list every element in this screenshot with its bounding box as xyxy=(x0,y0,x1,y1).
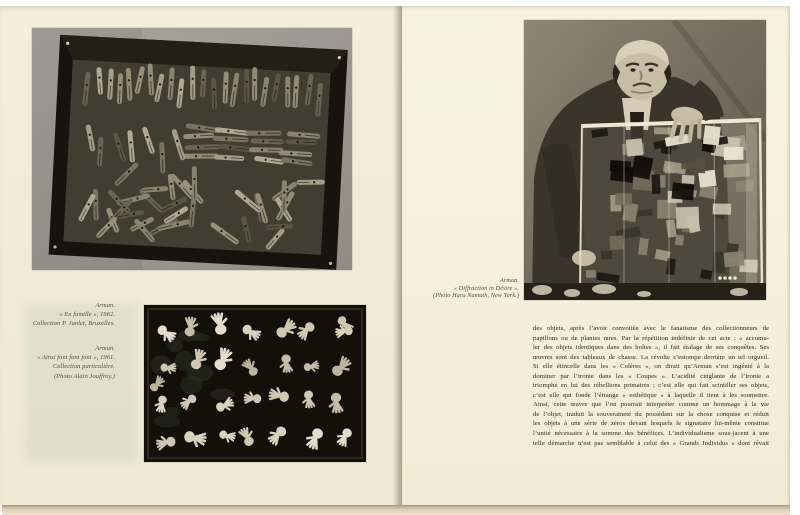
body-line: des objets, après l’avoir convoitée avec le fanatisme des collectionneurs de xyxy=(533,325,769,332)
caption-line: Arman. xyxy=(500,277,519,284)
page-stack-edge xyxy=(2,505,790,515)
caption-line: « Diffraction in Désire ». xyxy=(453,284,519,292)
body-line: dominer par l’ironie dans les « Coupes ». L’acidité cinglante de l’ironie a xyxy=(533,372,769,380)
right-page xyxy=(402,6,790,505)
caption-line: (Photo Hans Namuth, New York.) xyxy=(433,292,519,300)
body-line: Ainsi, cette œuvre que l’on pourrait interpréter comme un hommage à la vie xyxy=(533,401,769,409)
body-line: papillons ou de plantes rares. Par la répétition indéfinie de cet acte : « accumu- xyxy=(533,334,769,342)
body-line: triomphé en lui des rébellions primaires ; c’est elle qui fait scintiller ses objets, xyxy=(533,382,769,390)
doll-hands-box-illustration xyxy=(144,305,366,462)
caption-line: (Photo Alain Jouffroy.) xyxy=(53,372,115,380)
body-line: Si elle étincelle dans les « Colères », on dirait qu’Arman s’est ingénié à la xyxy=(533,363,769,371)
arman-portrait-illustration xyxy=(524,20,766,300)
body-line: de l’objet, traduit la souveraineté du possédant sur la chose conquise et réduit xyxy=(533,410,769,418)
photo-ainsi-font xyxy=(144,305,366,462)
body-line: les objets à une série de zéros devant lesquels le signataire lui-même constitue xyxy=(533,420,769,428)
caption-line: « En famille », 1962. xyxy=(59,311,115,319)
caption-en-famille xyxy=(5,301,115,329)
body-line: c’est elle qui fonde l’étrange « esthétique » à laquelle il tient à les soumettre. xyxy=(533,391,769,399)
caption-line: Collection particulière. xyxy=(52,363,115,371)
caption-diffraction xyxy=(410,277,519,300)
body-text xyxy=(533,324,769,448)
body-line: l’unité nécessaire à la somme des bénéfices. L’individualisme sous-jacent à une xyxy=(533,430,769,438)
photo-en-famille xyxy=(32,28,352,270)
left-page xyxy=(0,6,402,505)
caption-line: Arman. xyxy=(95,302,115,309)
photo-diffraction-in-desire xyxy=(524,20,766,300)
caption-ainsi-font xyxy=(5,344,115,381)
clothespins-box-illustration xyxy=(32,28,352,270)
caption-line: Collection P. Janlet, Bruxelles. xyxy=(32,320,115,328)
caption-line: Arman. xyxy=(95,345,115,352)
body-line: œuvres sont des tableaux de chasse. La révolte s’estompe derrière un tel orgueil. xyxy=(533,353,769,361)
body-line: ler des objets identiques dans des boîtes », il fait étalage de ses conquêtes. Ses xyxy=(533,344,769,352)
body-line: telle démarche n’est pas semblable à celui des « Grands Individus » dont rêvait xyxy=(533,439,769,447)
caption-line: « Ainsi font font font », 1961. xyxy=(37,354,115,362)
